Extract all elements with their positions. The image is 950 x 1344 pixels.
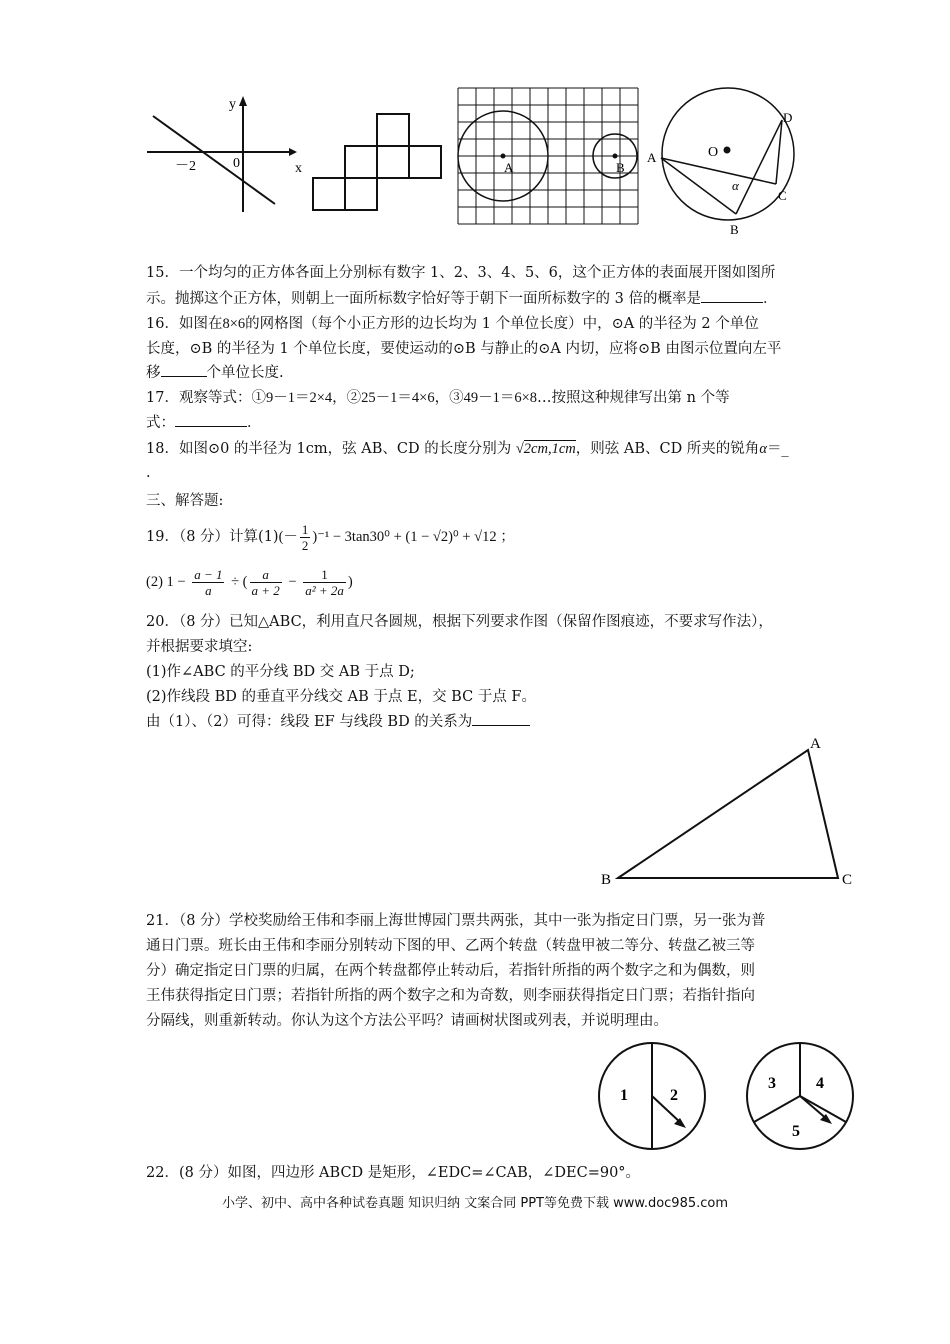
q19-div: ÷ (	[231, 574, 248, 590]
q19-prefix: 19．（8 分）计算(1)	[146, 529, 279, 545]
q16-line2: 长度，⊙B 的半径为 1 个单位长度，要使运动的⊙B 与静止的⊙A 内切，应将⊙B 由图示位置向左平	[146, 341, 782, 357]
q20-line5-text: 由（1）、（2）可得：线段 EF 与线段 BD 的关系为	[146, 714, 473, 730]
origin-label: 0	[233, 156, 240, 171]
q15-line1: 15．一个均匀的正方体各面上分别标有数字 1、2、3、4、5、6，这个正方体的表面展开图如图所	[146, 265, 776, 281]
label-c: C	[778, 188, 787, 203]
q17-line2b: ．	[247, 415, 262, 431]
q21-line3: 分）确定指定日门票的归属，在两个转盘都停止转动后，若指针所指的两个数字之和为偶数，则	[146, 963, 755, 979]
figure-circle-chords	[642, 84, 812, 236]
q19-frac3-num: 1	[303, 567, 346, 583]
q16-line3	[146, 362, 866, 384]
q17-line1b: …按照这种规律写出第 n 个等	[537, 390, 730, 406]
q15-line2	[146, 288, 866, 310]
q20-answer-blank[interactable]	[472, 711, 530, 726]
q18-sqrt-content: 2cm,1cm	[523, 441, 576, 457]
q19-half-fraction	[300, 522, 311, 553]
spinner2-num5: 5	[792, 1123, 800, 1140]
spinner1-num2: 2	[670, 1087, 678, 1104]
q16-line3b: 个单位长度.	[206, 365, 284, 381]
q17-eq2: 25－1＝4×6	[361, 390, 435, 406]
label-alpha: α	[732, 178, 739, 193]
q19-half-den: 2	[301, 537, 309, 553]
q19-frac3	[303, 567, 346, 598]
spinner2-num4: 4	[816, 1075, 824, 1092]
triangle-label-b: B	[601, 872, 612, 888]
x-axis-label: x	[295, 161, 302, 176]
q15-line2-text: 示。抛掷这个正方体，则朝上一面所标数字恰好等于朝下一面所标数字的 3 倍的概率是	[146, 291, 701, 307]
q22-line1: 22．(8 分）如图，四边形 ABCD 是矩形，∠EDC=∠CAB，∠DEC=90°。	[146, 1165, 641, 1181]
q16-line1	[146, 313, 866, 335]
point-a-label: A	[504, 160, 514, 175]
q15-end: ．	[762, 291, 778, 307]
q19-frac2-den: a + 2	[251, 582, 280, 598]
q19-close: )	[347, 574, 353, 590]
o-label: O	[708, 145, 719, 160]
q17-eq3: 49－1＝6×8	[463, 390, 538, 406]
q16-grid-size: 8×6	[222, 316, 246, 332]
q18-line1a: 18．如图⊙0 的半径为 1cm，弦 AB、CD 的长度分别为	[146, 441, 512, 457]
q21-line1: 21．（8 分）学校奖励给王伟和李丽上海世博园门票共两张，其中一张为指定日门票，另一张为普	[146, 913, 766, 929]
q21-line2: 通日门票。班长由王伟和李丽分别转动下图的甲、乙两个转盘（转盘甲被二等分、转盘乙被三等	[146, 938, 755, 954]
q21-line4: 王伟获得指定日门票；若指针所指的两个数字之和为奇数，则李丽获得指定日门票；若指针指向	[146, 988, 755, 1004]
q16-line1b: 的网格图（每个小正方形的边长均为 1 个单位长度）中，⊙A 的半径为 2 个单位	[245, 316, 759, 332]
q17-eq1: 9－1＝2×4	[265, 390, 333, 406]
q17-line2a: 式：	[146, 415, 175, 431]
q17-line1	[146, 387, 866, 409]
q19-frac1-den: a	[205, 582, 212, 598]
triangle-label-a: A	[810, 736, 821, 752]
q18-line2: .	[146, 465, 151, 481]
q20-line2: 并根据要求填空:	[146, 639, 253, 655]
q20-line5	[146, 711, 866, 733]
q17-line2	[146, 412, 866, 434]
q16-line3a: 移	[146, 365, 161, 381]
label-a: A	[647, 150, 657, 165]
figure-grid-circles	[456, 86, 642, 226]
y-axis-label: y	[229, 97, 236, 112]
q19-frac1	[192, 567, 224, 598]
q18-line1	[146, 438, 866, 460]
q17-sep1: ，②	[332, 390, 362, 406]
q18-sqrt: √2cm,1cm	[515, 441, 576, 457]
q16-line1a: 16．如图在	[146, 316, 223, 332]
intercept-label: －2	[175, 159, 196, 174]
q18-alpha: α	[759, 441, 767, 457]
q17-answer-blank[interactable]	[175, 412, 247, 427]
q19-minus: −	[288, 574, 297, 590]
q17-line1a: 17．观察等式：①	[146, 390, 266, 406]
spinner1-num1: 1	[620, 1087, 628, 1104]
q15-answer-blank[interactable]	[701, 288, 763, 303]
q20-line3: (1)作∠ABC 的平分线 BD 交 AB 于点 D;	[146, 664, 415, 680]
label-b: B	[730, 222, 739, 236]
q19-frac2-num: a	[250, 567, 282, 583]
q18-line1b: ，则弦 AB、CD 所夹的锐角	[575, 441, 760, 457]
section-3-heading: 三、解答题:	[146, 493, 224, 509]
triangle-label-c: C	[842, 872, 853, 888]
q21-line5: 分隔线，则重新转动。你认为这个方法公平吗？请画树状图或列表，并说明理由。	[146, 1013, 668, 1029]
q19-line1	[146, 520, 866, 554]
figure-axes	[145, 92, 315, 217]
q19-frac3-den: a² + 2a	[305, 582, 344, 598]
q19-p1-open: (－	[278, 529, 298, 545]
q19-half-num: 1	[301, 521, 309, 537]
figure-cube-net	[312, 112, 442, 212]
label-d: D	[783, 110, 793, 125]
figure-triangle-abc	[598, 732, 858, 890]
q20-line1: 20．（8 分）已知△ABC，利用直尺各圆规，根据下列要求作图（保留作图痕迹，不要求写作法），	[146, 614, 773, 630]
q18-line1c: ＝_	[766, 441, 789, 457]
q19-p2-prefix: (2) 1 −	[146, 574, 186, 590]
figure-spinner-jia	[596, 1040, 708, 1152]
q19-p1-rest: )⁻¹ − 3tan30⁰ + (1 − √2)⁰ + √12 ；	[312, 529, 515, 545]
q19-frac1-num: a − 1	[194, 566, 223, 582]
q16-answer-blank[interactable]	[161, 362, 207, 377]
page-footer: 小学、初中、高中各种试卷真题 知识归纳 文案合同 PPT等免费下载 www.doc985.com	[221, 1196, 729, 1211]
spinner2-num3: 3	[768, 1075, 776, 1092]
q19-frac2	[250, 567, 282, 598]
figure-spinner-yi	[744, 1040, 856, 1152]
q19-line2	[146, 564, 866, 600]
q20-line4: (2)作线段 BD 的垂直平分线交 AB 于点 E，交 BC 于点 F。	[146, 689, 536, 705]
point-b-label: B	[616, 160, 625, 175]
q17-sep2: ，③	[434, 390, 464, 406]
